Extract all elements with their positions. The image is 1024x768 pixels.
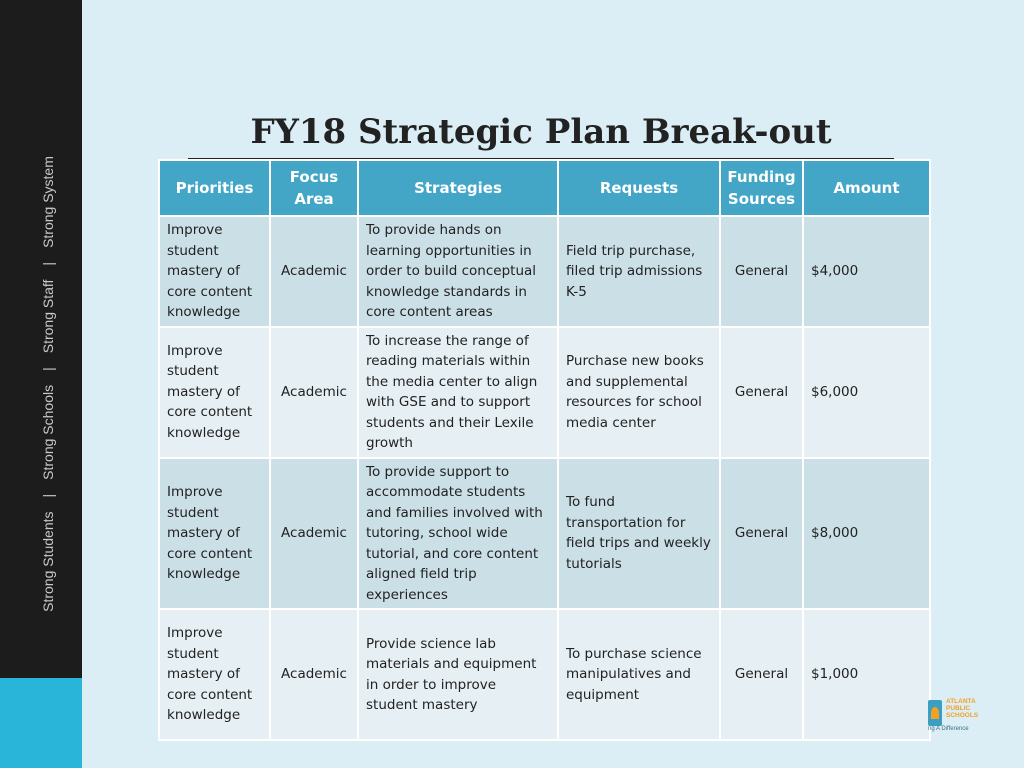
logo-line-schools: SCHOOLS — [946, 712, 979, 719]
cell-request: To purchase science manipulatives and equipment — [558, 609, 720, 740]
tagline-separator: | — [40, 261, 56, 266]
sidebar-accent-block — [0, 678, 82, 768]
cell-focus-area: Academic — [270, 327, 358, 458]
cell-focus-area: Academic — [270, 216, 358, 327]
tagline-strong-system: Strong System — [40, 156, 56, 248]
cell-request: To fund transportation for field trips and weekly tutorials — [558, 458, 720, 610]
school-logo — [928, 698, 994, 738]
cell-priority: Improve student mastery of core content knowledge — [159, 609, 270, 740]
sidebar-tagline — [40, 156, 56, 612]
tagline-strong-staff: Strong Staff — [40, 279, 56, 354]
table-header-row — [159, 160, 930, 216]
cell-funding: General — [720, 458, 803, 610]
logo-line-public: PUBLIC — [946, 705, 971, 712]
cell-priority: Improve student mastery of core content knowledge — [159, 327, 270, 458]
header-amount: Amount — [803, 160, 930, 216]
header-funding-sources: Funding Sources — [720, 160, 803, 216]
cell-funding: General — [720, 216, 803, 327]
tagline-separator: | — [40, 493, 56, 498]
tagline-strong-students: Strong Students — [40, 511, 56, 612]
tagline-strong-schools: Strong Schools — [40, 384, 56, 480]
page-title: FY18 Strategic Plan Break-out — [188, 110, 894, 160]
strategic-plan-table — [158, 159, 931, 741]
cell-strategy: To provide hands on learning opportunities in order to build conceptual knowledge standards in core content areas — [358, 216, 558, 327]
cell-strategy: To provide support to accommodate students and families involved with tutoring, school wide tutorial, and core content aligned field trip experiences — [358, 458, 558, 610]
header-priorities: Priorities — [159, 160, 270, 216]
cell-funding: General — [720, 327, 803, 458]
header-strategies: Strategies — [358, 160, 558, 216]
cell-strategy: To increase the range of reading materials within the media center to align with GSE and to support students and their Lexile growth — [358, 327, 558, 458]
cell-request: Field trip purchase, filed trip admissions K-5 — [558, 216, 720, 327]
cell-priority: Improve student mastery of core content knowledge — [159, 458, 270, 610]
cell-amount: $4,000 — [803, 216, 930, 327]
cell-focus-area: Academic — [270, 609, 358, 740]
logo-torch-icon — [928, 700, 942, 726]
table-row — [159, 609, 930, 740]
cell-amount: $6,000 — [803, 327, 930, 458]
table-row — [159, 216, 930, 327]
logo-wordmark — [946, 698, 978, 719]
cell-priority: Improve student mastery of core content knowledge — [159, 216, 270, 327]
cell-funding: General — [720, 609, 803, 740]
cell-amount: $1,000 — [803, 609, 930, 740]
table-row — [159, 458, 930, 610]
logo-line-atlanta: ATLANTA — [946, 698, 976, 705]
header-requests: Requests — [558, 160, 720, 216]
cell-focus-area: Academic — [270, 458, 358, 610]
cell-request: Purchase new books and supplemental resources for school media center — [558, 327, 720, 458]
table-row — [159, 327, 930, 458]
sidebar — [0, 0, 82, 768]
cell-strategy: Provide science lab materials and equipment in order to improve student mastery — [358, 609, 558, 740]
header-focus-area: Focus Area — [270, 160, 358, 216]
cell-amount: $8,000 — [803, 458, 930, 610]
tagline-separator: | — [40, 367, 56, 371]
logo-tagline: ng A Difference — [928, 726, 969, 732]
